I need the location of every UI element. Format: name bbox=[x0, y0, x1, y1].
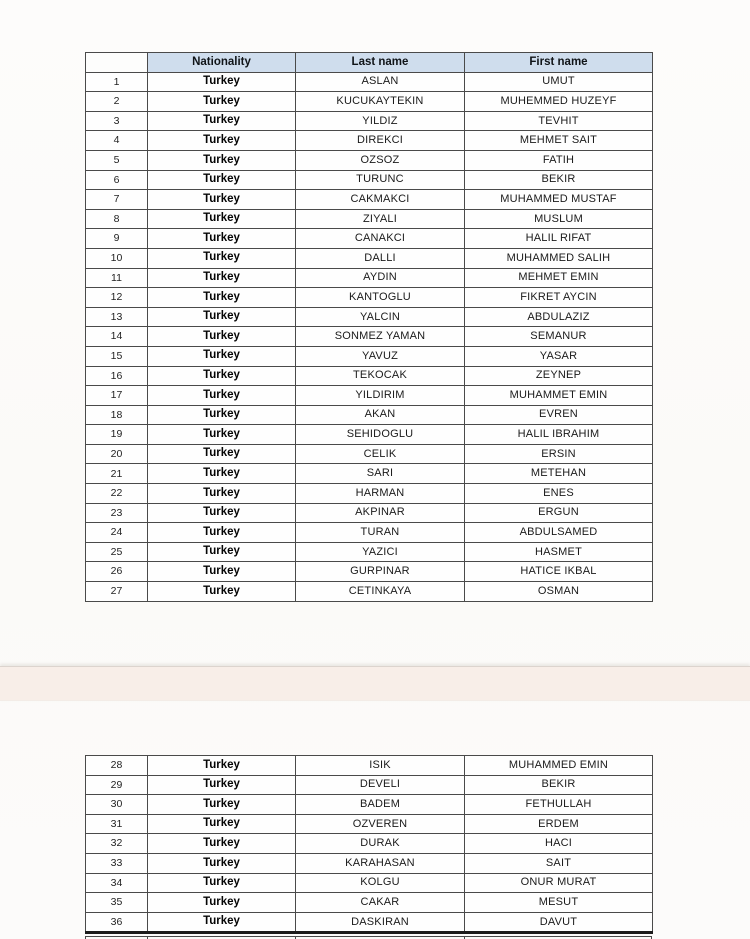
last-name-cell: SONMEZ YAMAN bbox=[296, 327, 465, 347]
row-number-cell: 36 bbox=[86, 912, 148, 933]
nationality-cell: Turkey bbox=[148, 464, 296, 484]
row-number-cell: 28 bbox=[86, 756, 148, 776]
first-name-cell: MEHMET EMIN bbox=[465, 268, 653, 288]
last-name-cell: YAZICI bbox=[296, 542, 465, 562]
table-row bbox=[86, 425, 653, 445]
last-name-cell: CETINKAYA bbox=[296, 582, 465, 602]
nationality-cell: Turkey bbox=[148, 92, 296, 112]
table-row bbox=[86, 814, 653, 834]
nationality-cell: Turkey bbox=[148, 582, 296, 602]
first-name-cell: MESUT bbox=[465, 893, 653, 913]
last-name-cell: DEVELI bbox=[296, 775, 465, 795]
nationality-cell: Turkey bbox=[148, 111, 296, 131]
first-name-cell: UMUT bbox=[465, 72, 653, 92]
table-row bbox=[86, 170, 653, 190]
row-number-cell: 10 bbox=[86, 248, 148, 268]
last-name-cell: KARAHASAN bbox=[296, 853, 465, 873]
last-name-cell: GURPINAR bbox=[296, 562, 465, 582]
table-row bbox=[86, 131, 653, 151]
table-row bbox=[86, 756, 653, 776]
row-number-cell: 15 bbox=[86, 346, 148, 366]
row-number-cell: 3 bbox=[86, 111, 148, 131]
nationality-cell: Turkey bbox=[148, 346, 296, 366]
row-number-cell: 24 bbox=[86, 523, 148, 543]
table-row bbox=[86, 229, 653, 249]
nationality-cell: Turkey bbox=[148, 444, 296, 464]
first-name-cell: HASMET bbox=[465, 542, 653, 562]
nationality-cell: Turkey bbox=[148, 327, 296, 347]
table-row bbox=[86, 484, 653, 504]
nationality-cell: Turkey bbox=[148, 425, 296, 445]
table-row bbox=[86, 562, 653, 582]
last-name-cell: SEHIDOGLU bbox=[296, 425, 465, 445]
nationality-cell: Turkey bbox=[148, 288, 296, 308]
last-name-cell: ASLAN bbox=[296, 72, 465, 92]
nationality-cell: Turkey bbox=[148, 229, 296, 249]
row-number-cell: 18 bbox=[86, 405, 148, 425]
nationality-cell: Turkey bbox=[148, 248, 296, 268]
table-row bbox=[86, 150, 653, 170]
row-number-cell: 12 bbox=[86, 288, 148, 308]
row-number-cell: 30 bbox=[86, 795, 148, 815]
nationality-cell: Turkey bbox=[148, 503, 296, 523]
table-row bbox=[86, 386, 653, 406]
last-name-cell: YALCIN bbox=[296, 307, 465, 327]
table-row bbox=[86, 834, 653, 854]
table-row bbox=[86, 366, 653, 386]
nationality-cell: Turkey bbox=[148, 366, 296, 386]
table-header-row bbox=[86, 53, 653, 73]
row-number-cell: 17 bbox=[86, 386, 148, 406]
last-name-cell: AKPINAR bbox=[296, 503, 465, 523]
table-row bbox=[86, 111, 653, 131]
header-last-name: Last name bbox=[296, 53, 465, 73]
first-name-cell: MUHEMMED HUZEYF bbox=[465, 92, 653, 112]
nationality-cell: Turkey bbox=[148, 853, 296, 873]
header-first-name: First name bbox=[465, 53, 653, 73]
nationality-cell: Turkey bbox=[148, 756, 296, 776]
first-name-cell: MUHAMMED MUSTAF bbox=[465, 190, 653, 210]
first-name-cell: HACI bbox=[465, 834, 653, 854]
first-name-cell: HALIL RIFAT bbox=[465, 229, 653, 249]
first-name-cell: TEVHIT bbox=[465, 111, 653, 131]
row-number-cell: 26 bbox=[86, 562, 148, 582]
table-row bbox=[86, 72, 653, 92]
row-number-cell: 35 bbox=[86, 893, 148, 913]
row-number-cell: 11 bbox=[86, 268, 148, 288]
row-number-cell: 32 bbox=[86, 834, 148, 854]
nationality-cell: Turkey bbox=[148, 386, 296, 406]
last-name-cell: SARI bbox=[296, 464, 465, 484]
nationality-cell: Turkey bbox=[148, 170, 296, 190]
last-name-cell: DASKIRAN bbox=[296, 912, 465, 933]
first-name-cell: BEKIR bbox=[465, 775, 653, 795]
first-name-cell: MEHMET SAIT bbox=[465, 131, 653, 151]
nationality-cell: Turkey bbox=[148, 775, 296, 795]
first-name-cell: SEMANUR bbox=[465, 327, 653, 347]
first-name-cell: ABDULSAMED bbox=[465, 523, 653, 543]
nationality-cell: Turkey bbox=[148, 814, 296, 834]
last-name-cell: DURAK bbox=[296, 834, 465, 854]
last-name-cell: BADEM bbox=[296, 795, 465, 815]
table-row bbox=[86, 209, 653, 229]
row-number-cell: 31 bbox=[86, 814, 148, 834]
first-name-cell: FATIH bbox=[465, 150, 653, 170]
nationality-cell: Turkey bbox=[148, 307, 296, 327]
first-name-cell: FIKRET AYCIN bbox=[465, 288, 653, 308]
last-name-cell: AYDIN bbox=[296, 268, 465, 288]
roster-table-page-1 bbox=[85, 52, 653, 602]
first-name-cell: ERDEM bbox=[465, 814, 653, 834]
table-row bbox=[86, 853, 653, 873]
row-number-cell: 6 bbox=[86, 170, 148, 190]
last-name-cell: OZSOZ bbox=[296, 150, 465, 170]
last-name-cell: CAKAR bbox=[296, 893, 465, 913]
nationality-cell: Turkey bbox=[148, 484, 296, 504]
nationality-cell: Turkey bbox=[148, 190, 296, 210]
last-name-cell: KUCUKAYTEKIN bbox=[296, 92, 465, 112]
row-number-cell: 23 bbox=[86, 503, 148, 523]
table-row bbox=[86, 444, 653, 464]
table-row bbox=[86, 190, 653, 210]
nationality-cell: Turkey bbox=[148, 834, 296, 854]
table-row bbox=[86, 873, 653, 893]
table-body-page-1 bbox=[86, 72, 653, 601]
row-number-cell: 1 bbox=[86, 72, 148, 92]
first-name-cell: FETHULLAH bbox=[465, 795, 653, 815]
nationality-cell: Turkey bbox=[148, 562, 296, 582]
row-number-cell: 13 bbox=[86, 307, 148, 327]
header-nationality: Nationality bbox=[148, 53, 296, 73]
row-number-cell: 16 bbox=[86, 366, 148, 386]
nationality-cell: Turkey bbox=[148, 912, 296, 933]
nationality-cell: Turkey bbox=[148, 268, 296, 288]
last-name-cell: CAKMAKCI bbox=[296, 190, 465, 210]
first-name-cell: OSMAN bbox=[465, 582, 653, 602]
first-name-cell: BEKIR bbox=[465, 170, 653, 190]
row-number-cell: 8 bbox=[86, 209, 148, 229]
row-number-cell: 14 bbox=[86, 327, 148, 347]
nationality-cell: Turkey bbox=[148, 150, 296, 170]
last-name-cell: HARMAN bbox=[296, 484, 465, 504]
table-row bbox=[86, 503, 653, 523]
nationality-cell: Turkey bbox=[148, 893, 296, 913]
page-separator-band bbox=[0, 666, 750, 701]
last-name-cell: YILDIRIM bbox=[296, 386, 465, 406]
first-name-cell: MUHAMMED EMIN bbox=[465, 756, 653, 776]
first-name-cell: MUHAMMED SALIH bbox=[465, 248, 653, 268]
row-number-cell: 34 bbox=[86, 873, 148, 893]
first-name-cell: ABDULAZIZ bbox=[465, 307, 653, 327]
row-number-cell: 5 bbox=[86, 150, 148, 170]
first-name-cell: SAIT bbox=[465, 853, 653, 873]
table-row bbox=[86, 912, 653, 933]
table-row bbox=[86, 327, 653, 347]
first-name-cell: EVREN bbox=[465, 405, 653, 425]
last-name-cell: CANAKCI bbox=[296, 229, 465, 249]
table-body-page-2 bbox=[86, 756, 653, 933]
nationality-cell: Turkey bbox=[148, 542, 296, 562]
nationality-cell: Turkey bbox=[148, 209, 296, 229]
last-name-cell: TURUNC bbox=[296, 170, 465, 190]
roster-table-page-2 bbox=[85, 755, 653, 934]
header-row-number bbox=[86, 53, 148, 73]
nationality-cell: Turkey bbox=[148, 72, 296, 92]
row-number-cell: 22 bbox=[86, 484, 148, 504]
last-name-cell: TEKOCAK bbox=[296, 366, 465, 386]
first-name-cell: ENES bbox=[465, 484, 653, 504]
first-name-cell: MUHAMMET EMIN bbox=[465, 386, 653, 406]
row-number-cell: 20 bbox=[86, 444, 148, 464]
first-name-cell: METEHAN bbox=[465, 464, 653, 484]
first-name-cell: YASAR bbox=[465, 346, 653, 366]
row-number-cell: 27 bbox=[86, 582, 148, 602]
nationality-cell: Turkey bbox=[148, 523, 296, 543]
table-row bbox=[86, 92, 653, 112]
nationality-cell: Turkey bbox=[148, 873, 296, 893]
first-name-cell: ZEYNEP bbox=[465, 366, 653, 386]
last-name-cell: KANTOGLU bbox=[296, 288, 465, 308]
table-row bbox=[86, 307, 653, 327]
row-number-cell: 25 bbox=[86, 542, 148, 562]
first-name-cell: ERSIN bbox=[465, 444, 653, 464]
last-name-cell: YAVUZ bbox=[296, 346, 465, 366]
table-row bbox=[86, 893, 653, 913]
last-name-cell: CELIK bbox=[296, 444, 465, 464]
table-row bbox=[86, 523, 653, 543]
nationality-cell: Turkey bbox=[148, 795, 296, 815]
last-name-cell: DIREKCI bbox=[296, 131, 465, 151]
row-number-cell: 9 bbox=[86, 229, 148, 249]
row-number-cell: 21 bbox=[86, 464, 148, 484]
row-number-cell: 29 bbox=[86, 775, 148, 795]
last-name-cell: ZIYALI bbox=[296, 209, 465, 229]
table-row bbox=[86, 268, 653, 288]
first-name-cell: ONUR MURAT bbox=[465, 873, 653, 893]
row-number-cell: 19 bbox=[86, 425, 148, 445]
nationality-cell: Turkey bbox=[148, 405, 296, 425]
table-row bbox=[86, 775, 653, 795]
table-row bbox=[86, 582, 653, 602]
table-row bbox=[86, 346, 653, 366]
last-name-cell: ISIK bbox=[296, 756, 465, 776]
last-name-cell: OZVEREN bbox=[296, 814, 465, 834]
table-row bbox=[86, 542, 653, 562]
last-name-cell: DALLI bbox=[296, 248, 465, 268]
nationality-cell: Turkey bbox=[148, 131, 296, 151]
first-name-cell: ERGUN bbox=[465, 503, 653, 523]
table-row bbox=[86, 464, 653, 484]
table-row bbox=[86, 248, 653, 268]
table-row bbox=[86, 288, 653, 308]
row-number-cell: 33 bbox=[86, 853, 148, 873]
table-row bbox=[86, 405, 653, 425]
first-name-cell: DAVUT bbox=[465, 912, 653, 933]
last-name-cell: TURAN bbox=[296, 523, 465, 543]
first-name-cell: HALIL IBRAHIM bbox=[465, 425, 653, 445]
table-row bbox=[86, 795, 653, 815]
row-number-cell: 4 bbox=[86, 131, 148, 151]
row-number-cell: 2 bbox=[86, 92, 148, 112]
last-name-cell: KOLGU bbox=[296, 873, 465, 893]
row-number-cell: 7 bbox=[86, 190, 148, 210]
first-name-cell: HATICE IKBAL bbox=[465, 562, 653, 582]
last-name-cell: YILDIZ bbox=[296, 111, 465, 131]
first-name-cell: MUSLUM bbox=[465, 209, 653, 229]
last-name-cell: AKAN bbox=[296, 405, 465, 425]
